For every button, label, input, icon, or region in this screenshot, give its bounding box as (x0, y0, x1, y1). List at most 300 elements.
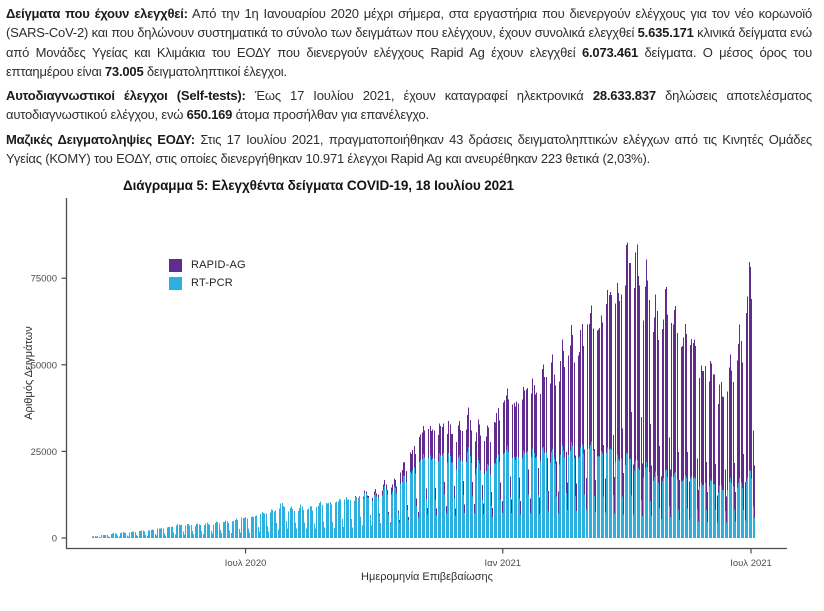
bar-rt-pcr (479, 463, 480, 538)
bar-rt-pcr (216, 521, 217, 538)
bar-rapid-ag (702, 371, 703, 485)
bar-rapid-ag (580, 330, 581, 448)
bar-rt-pcr (253, 517, 254, 538)
bar-rapid-ag (487, 425, 488, 464)
bar-rapid-ag (535, 395, 536, 458)
bar-rt-pcr (499, 462, 500, 538)
bar-rt-pcr (424, 457, 425, 538)
bar-rapid-ag (404, 462, 405, 475)
bar-rt-pcr (338, 501, 339, 538)
bar-rt-pcr (423, 454, 424, 538)
bar-rt-pcr (113, 533, 114, 538)
bar-rapid-ag (498, 408, 499, 455)
bar-rapid-ag (431, 431, 432, 460)
bar-rt-pcr (318, 506, 319, 538)
bar-rapid-ag (747, 296, 748, 477)
bar-rt-pcr (327, 504, 328, 538)
bar-rt-pcr (355, 497, 356, 538)
bar-rapid-ag (508, 399, 509, 452)
bar-rt-pcr (564, 458, 565, 538)
bar-rt-pcr (119, 537, 120, 538)
bar-rt-pcr (502, 513, 503, 538)
bar-rt-pcr (296, 529, 297, 538)
bar-rapid-ag (633, 464, 634, 514)
bar-rt-pcr (208, 524, 209, 538)
bar-rt-pcr (567, 510, 568, 538)
bar-rapid-ag (564, 367, 565, 458)
bar-rt-pcr (734, 509, 735, 538)
bar-rt-pcr (572, 446, 573, 538)
bar-rt-pcr (414, 467, 415, 538)
bar-rt-pcr (650, 501, 651, 538)
bar-rapid-ag (693, 343, 694, 478)
bar-rapid-ag (559, 382, 560, 465)
bar-rapid-ag (502, 501, 503, 513)
bar-rapid-ag (543, 365, 544, 447)
bar-rt-pcr (718, 492, 719, 538)
bar-rapid-ag (408, 517, 409, 520)
bar-rt-pcr (539, 514, 540, 538)
bar-rt-pcr (730, 478, 731, 538)
bar-rapid-ag (717, 496, 718, 523)
bar-rapid-ag (711, 364, 712, 482)
bar-rapid-ag (671, 323, 672, 477)
text-run-bold: Αυτοδιαγνωστικοί έλεγχοι (Self-tests): (6, 88, 246, 104)
bar-rapid-ag (474, 504, 475, 513)
bar-rt-pcr (95, 536, 96, 538)
bar-rapid-ag (439, 424, 440, 453)
bar-rt-pcr (447, 462, 448, 538)
bar-rt-pcr (92, 536, 93, 538)
bar-rapid-ag (572, 335, 573, 446)
bar-rapid-ag (623, 473, 624, 515)
bar-rt-pcr (388, 514, 389, 538)
bar-rt-pcr (224, 522, 225, 538)
bar-rapid-ag (575, 455, 576, 495)
bar-rapid-ag (603, 445, 604, 496)
bar-rt-pcr (446, 513, 447, 538)
bar-rapid-ag (366, 491, 367, 493)
bar-rt-pcr (559, 465, 560, 538)
bar-rapid-ag (446, 506, 447, 513)
bar-rt-pcr (177, 524, 178, 538)
bar-rt-pcr (631, 495, 632, 538)
bar-rt-pcr (613, 495, 614, 538)
bar-rt-pcr (454, 498, 455, 538)
bar-rapid-ag (368, 496, 369, 498)
bar-rt-pcr (440, 455, 441, 538)
bar-rapid-ag (430, 426, 431, 456)
bar-rt-pcr (551, 452, 552, 538)
bar-rt-pcr (523, 451, 524, 538)
bar-rapid-ag (550, 383, 551, 462)
bar-rt-pcr (739, 478, 740, 538)
bar-rapid-ag (645, 287, 646, 469)
bar-rt-pcr (241, 518, 242, 538)
bar-rt-pcr (149, 530, 150, 538)
bar-rt-pcr (264, 514, 265, 538)
bar-rapid-ag (518, 404, 519, 458)
bar-rt-pcr (487, 464, 488, 538)
bar-rapid-ag (398, 511, 399, 514)
bar-rt-pcr (663, 478, 664, 538)
bar-rt-pcr (136, 535, 137, 538)
bar-rt-pcr (374, 495, 375, 538)
bar-rt-pcr (629, 459, 630, 538)
bar-rt-pcr (677, 479, 678, 538)
bar-rapid-ag (382, 491, 383, 496)
bar-rapid-ag (731, 371, 732, 483)
bar-rt-pcr (298, 511, 299, 538)
bar-rt-pcr (180, 525, 181, 538)
bar-rt-pcr (442, 456, 443, 538)
bar-rt-pcr (731, 483, 732, 538)
bar-rapid-ag (495, 423, 496, 464)
bar-rapid-ag (372, 498, 373, 501)
bar-rt-pcr (535, 458, 536, 538)
bar-rt-pcr (495, 464, 496, 538)
bar-rt-pcr (407, 510, 408, 538)
bar-rt-pcr (743, 510, 744, 538)
bar-rt-pcr (125, 533, 126, 538)
bar-rt-pcr (754, 518, 755, 538)
bar-rt-pcr (711, 481, 712, 538)
bar-rt-pcr (310, 506, 311, 538)
bar-rt-pcr (197, 524, 198, 538)
bar-rt-pcr (611, 449, 612, 538)
bar-rt-pcr (248, 529, 249, 538)
bar-rapid-ag (434, 430, 435, 459)
bar-rt-pcr (330, 502, 331, 538)
bar-rt-pcr (108, 536, 109, 538)
bar-rt-pcr (737, 488, 738, 539)
bar-rt-pcr (422, 459, 423, 538)
bar-rapid-ag (642, 464, 643, 516)
bar-rt-pcr (228, 523, 229, 538)
bar-rt-pcr (319, 503, 320, 538)
bar-rt-pcr (699, 487, 700, 538)
text-run: δηλώσεις αποτελέσματος αυτοδιαγνωστικού ελέγχου, ενώ (6, 88, 812, 123)
bar-rt-pcr (139, 531, 140, 538)
bar-rapid-ag (622, 429, 623, 497)
bar-rt-pcr (476, 468, 477, 538)
bar-rt-pcr (152, 529, 153, 538)
bar-rapid-ag (593, 328, 594, 450)
bar-rapid-ag (540, 394, 541, 462)
bar-rt-pcr (496, 458, 497, 538)
bar-rapid-ag (637, 244, 638, 459)
bar-rapid-ag (551, 362, 552, 452)
bar-rapid-ag (396, 487, 397, 494)
bar-rapid-ag (625, 285, 626, 465)
bar-rt-pcr (738, 483, 739, 538)
bar-rt-pcr (590, 445, 591, 538)
bar-rapid-ag (578, 355, 579, 458)
bar-rt-pcr (396, 494, 397, 538)
bar-rapid-ag (416, 499, 417, 507)
bar-rapid-ag (619, 301, 620, 461)
bar-rt-pcr (472, 496, 473, 538)
bar-rapid-ag (661, 476, 662, 519)
bar-rt-pcr (560, 455, 561, 538)
bar-rt-pcr (634, 471, 635, 539)
bar-rt-pcr (352, 527, 353, 538)
bar-rapid-ag (739, 325, 740, 479)
bar-rt-pcr (715, 510, 716, 538)
bar-rt-pcr (642, 516, 643, 538)
bar-rt-pcr (462, 461, 463, 538)
bar-rapid-ag (587, 324, 588, 448)
bar-rapid-ag (647, 281, 648, 467)
bar-rapid-ag (643, 321, 644, 478)
bar-rt-pcr (617, 455, 618, 538)
bar-rt-pcr (491, 505, 492, 538)
paragraph-1 (6, 4, 812, 81)
bar-rt-pcr (498, 454, 499, 538)
bar-rapid-ag (532, 378, 533, 448)
bar-rapid-ag (356, 497, 357, 498)
bar-rt-pcr (171, 527, 172, 538)
bar-rt-pcr (681, 481, 682, 538)
bar-rt-pcr (220, 530, 221, 538)
bar-rapid-ag (718, 404, 719, 492)
bar-rt-pcr (137, 536, 138, 538)
bar-rapid-ag (414, 446, 415, 467)
bar-rt-pcr (164, 534, 165, 539)
bar-rapid-ag (443, 424, 444, 453)
bar-rapid-ag (599, 328, 600, 456)
bar-rt-pcr (378, 498, 379, 538)
bar-rt-pcr (105, 535, 106, 538)
bar-rapid-ag (552, 355, 553, 449)
bar-rt-pcr (507, 446, 508, 538)
bar-rt-pcr (392, 492, 393, 538)
bar-rt-pcr (163, 529, 164, 538)
bar-rt-pcr (415, 474, 416, 538)
bar-rt-pcr (609, 450, 610, 538)
bar-rapid-ag (530, 498, 531, 513)
bar-rt-pcr (255, 516, 256, 538)
bar-rt-pcr (96, 536, 97, 538)
bar-rapid-ag (528, 469, 529, 494)
bar-rapid-ag (464, 504, 465, 513)
bar-rt-pcr (633, 514, 634, 538)
bar-rapid-ag (730, 354, 731, 478)
bar-rapid-ag (703, 371, 704, 485)
bar-rapid-ag (754, 465, 755, 517)
bar-rt-pcr (576, 511, 577, 538)
bar-rapid-ag (566, 452, 567, 493)
bar-rt-pcr (586, 510, 587, 539)
bar-rt-pcr (416, 506, 417, 538)
bar-rt-pcr (306, 529, 307, 539)
bar-rapid-ag (639, 286, 640, 470)
y-tick-label: 25000 (30, 446, 57, 458)
bar-rapid-ag (363, 497, 364, 499)
bar-rapid-ag (674, 310, 675, 474)
bar-rapid-ag (410, 452, 411, 472)
bar-rt-pcr (707, 522, 708, 538)
bar-rapid-ag (506, 395, 507, 450)
bar-rt-pcr (100, 537, 101, 538)
bar-rapid-ag (618, 293, 619, 459)
bar-rt-pcr (199, 525, 200, 538)
bar-rt-pcr (530, 514, 531, 538)
bar-rapid-ag (567, 483, 568, 510)
bar-rt-pcr (408, 520, 409, 538)
bar-rapid-ag (419, 437, 420, 462)
text-run: Έως 17 Ιουλίου 2021, έχουν καταγραφεί ηλεκτρονικά (245, 88, 593, 104)
bar-rt-pcr (630, 458, 631, 538)
bar-rt-pcr (192, 531, 193, 538)
bar-rt-pcr (538, 495, 539, 538)
bar-rt-pcr (570, 450, 571, 538)
bar-rapid-ag (395, 480, 396, 488)
bar-rt-pcr (490, 475, 491, 538)
bar-rt-pcr (733, 486, 734, 538)
bar-rt-pcr (157, 529, 158, 538)
bar-rapid-ag (496, 413, 497, 458)
text-run: κλινικά δείγματα ενώ από Μονάδες Υγείας και Κλιμάκια του ΕΟΔΥ που διενεργούν ελέγχους Rapid Ag έχουν ελεγχθεί (6, 25, 813, 60)
bar-rt-pcr (427, 515, 428, 538)
bar-rt-pcr (669, 506, 670, 538)
bar-rt-pcr (283, 506, 284, 538)
bar-rapid-ag (682, 346, 683, 481)
bar-rapid-ag (705, 366, 706, 483)
bar-rt-pcr (368, 498, 369, 538)
bar-rt-pcr (548, 512, 549, 538)
bar-rt-pcr (324, 527, 325, 538)
bar-rt-pcr (275, 511, 276, 538)
bar-rt-pcr (665, 471, 666, 538)
bar-rapid-ag (463, 481, 464, 495)
bar-rt-pcr (160, 528, 161, 538)
bar-rapid-ag (519, 478, 520, 499)
bar-rapid-ag (729, 368, 730, 482)
bar-rt-pcr (723, 490, 724, 538)
bar-rapid-ag (379, 514, 380, 515)
bar-rt-pcr (249, 532, 250, 538)
text-run-bold: 6.073.461 (581, 44, 639, 60)
bar-rt-pcr (129, 533, 130, 538)
bar-rt-pcr (579, 456, 580, 538)
bar-rapid-ag (560, 361, 561, 455)
bar-rapid-ag (459, 421, 460, 455)
bar-rapid-ag (470, 420, 471, 456)
bar-rt-pcr (221, 533, 222, 538)
bar-rapid-ag (467, 415, 468, 452)
bar-rt-pcr (286, 521, 287, 538)
bar-rapid-ag (435, 488, 436, 499)
bar-rt-pcr (116, 534, 117, 538)
bar-rt-pcr (176, 526, 177, 538)
bar-rt-pcr (354, 502, 355, 538)
bar-rt-pcr (706, 510, 707, 538)
bar-rapid-ag (387, 490, 388, 495)
bar-rapid-ag (689, 481, 690, 519)
bar-rapid-ag (394, 478, 395, 486)
bar-rt-pcr (229, 530, 230, 538)
bar-rt-pcr (143, 531, 144, 538)
bar-rt-pcr (464, 513, 465, 538)
bar-rapid-ag (683, 338, 684, 480)
bar-rt-pcr (522, 458, 523, 538)
bar-rapid-ag (466, 430, 467, 463)
bar-rt-pcr (366, 494, 367, 538)
bar-rt-pcr (494, 463, 495, 538)
bar-rapid-ag (454, 486, 455, 498)
bar-rt-pcr (658, 483, 659, 538)
bar-rt-pcr (571, 442, 572, 538)
bar-rapid-ag (492, 508, 493, 517)
bar-rapid-ag (510, 477, 511, 497)
bar-rt-pcr (651, 516, 652, 538)
bar-rapid-ag (686, 334, 687, 477)
bar-rapid-ag (444, 482, 445, 494)
bar-rapid-ag (376, 493, 377, 496)
y-tick-label: 75000 (30, 273, 57, 285)
bar-rt-pcr (426, 499, 427, 538)
bar-rt-pcr (399, 522, 400, 538)
bar-rt-pcr (268, 531, 269, 538)
bar-rt-pcr (550, 462, 551, 538)
bar-rt-pcr (625, 465, 626, 538)
bar-rapid-ag (522, 399, 523, 457)
bar-rt-pcr (675, 472, 676, 538)
bar-rapid-ag (601, 316, 602, 451)
bar-rapid-ag (515, 407, 516, 460)
bar-rt-pcr (362, 526, 363, 538)
bar-rapid-ag (476, 432, 477, 468)
bar-rt-pcr (480, 470, 481, 538)
bar-rt-pcr (328, 503, 329, 538)
bar-rapid-ag (371, 526, 372, 527)
bar-rapid-ag (547, 458, 548, 491)
bar-rapid-ag (494, 422, 495, 463)
bar-rapid-ag (677, 333, 678, 479)
bar-rt-pcr (187, 524, 188, 538)
bar-rapid-ag (482, 485, 483, 500)
bar-rapid-ag (607, 290, 608, 447)
bar-rt-pcr (603, 496, 604, 538)
chart-area (0, 170, 824, 611)
bar-rapid-ag (422, 432, 423, 459)
bar-rt-pcr (726, 523, 727, 538)
bar-rt-pcr (531, 457, 532, 538)
bar-rt-pcr (518, 457, 519, 538)
bar-rapid-ag (488, 428, 489, 466)
bar-rt-pcr (322, 505, 323, 538)
bar-rt-pcr (601, 451, 602, 538)
bar-rt-pcr (534, 453, 535, 538)
bar-rapid-ag (641, 417, 642, 500)
bar-rapid-ag (721, 382, 722, 485)
bar-rt-pcr (123, 532, 124, 538)
bar-rapid-ag (719, 384, 720, 485)
bar-rapid-ag (579, 352, 580, 456)
text-run: Στις 17 Ιουλίου 2021, πραγματοποιήθηκαν 43 δράσεις δειγματοληπτικών ελέγχων από τις Κινητές Ομάδες Υγείας (ΚΟΜΥ) του ΕΟΔΥ, στις οποίες διενεργήθηκαν 10.971 έλεγχοι Rapid Ag και ανευρέθηκαν 223 θετικά (2,03%). (6, 131, 812, 167)
bar-rt-pcr (211, 531, 212, 538)
bar-rt-pcr (436, 516, 437, 538)
bar-rapid-ag (574, 363, 575, 459)
bar-rt-pcr (593, 451, 594, 538)
bar-rt-pcr (304, 523, 305, 538)
bar-rapid-ag (673, 324, 674, 477)
bar-rt-pcr (165, 535, 166, 538)
x-tick-label: Ιουλ 2020 (224, 558, 267, 569)
bar-rt-pcr (344, 499, 345, 538)
bar-rt-pcr (714, 484, 715, 538)
